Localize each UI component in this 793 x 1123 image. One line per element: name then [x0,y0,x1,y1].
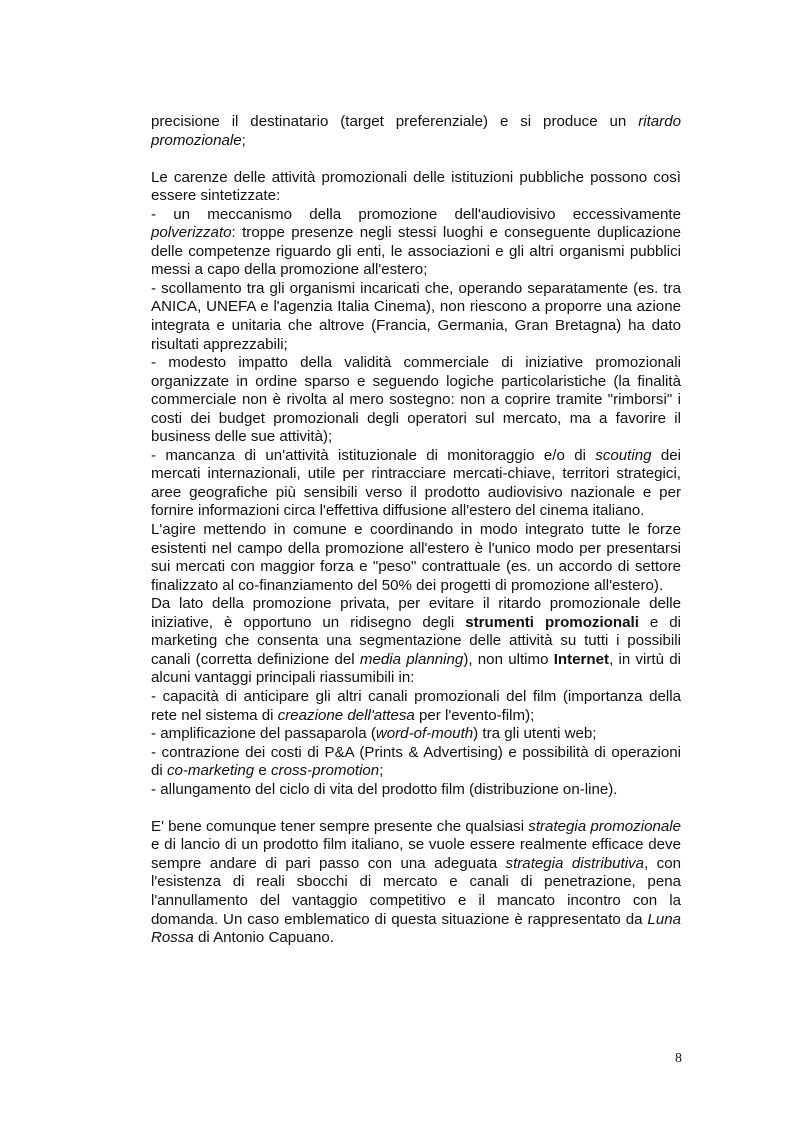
text-run: - contrazione dei costi di P&A (Prints & Advertising) e possibilità di operazioni di [151,743,681,780]
text-run: dei mercati internazionali, utile per rintracciare mercati-chiave, territori strategici, aree geografiche più sensibili verso il prodotto audiovisivo nazionale e per fornire informazioni circa l'effettiva diffusione all'estero del cinema italiano. [151,446,681,520]
bold-text: Internet [553,650,610,668]
paragraph-p4 [151,280,681,354]
paragraph-p9 [151,688,681,725]
italic-text: ritardo promozionale [151,113,681,149]
italic-text: polverizzato [151,224,232,242]
paragraph-p7 [151,521,681,595]
italic-text: co-marketing [166,762,255,780]
text-run: Da lato della promozione privata, per evitare il ritardo promozionale delle iniziative, è opportuno un ridisegno degli [151,595,681,631]
paragraph-p2 [151,169,681,206]
body-text [151,113,681,948]
italic-text: creazione dell'attesa [277,706,415,724]
text-run: - amplificazione del passaparola ( [151,725,376,743]
paragraph-p8 [151,595,681,688]
text-run: di Antonio Capuano. [193,929,334,947]
paragraph-p1 [151,113,681,150]
text-run: L'agire mettendo in comune e coordinando in modo integrato tutte le forze esistenti nel campo della promozione all'estero è l'unico modo per presentarsi sui mercati con maggior forza e "peso" contrattuale (es. un accordo di settore finalizzato al co-finanziamento del 50% dei progetti di promozione all'estero). [151,521,681,594]
text-run: ; [379,762,384,780]
paragraph-p10 [151,725,681,744]
italic-text: strategia distributiva [505,854,645,872]
text-run: , con l'esistenza di reali sbocchi di mercato e canali di penetrazione, pena l'annullamento del vantaggio competitivo e il mancato incontro con la domanda. Un caso emblematico di questa situazione è rappresentato da [151,854,681,928]
paragraph-p5 [151,354,681,447]
text-run: - capacità di anticipare gli altri canali promozionali del film (importanza della rete nel sistema di [151,687,681,724]
text-run: - modesto impatto della validità commerciale di iniziative promozionali organizzate in ordine sparso e seguendo logiche particolaristiche (la finalità commerciale non è rivolta al mero sostegno: non a coprire tramite "rimborsi" i costi dei budget promozionali degli operatori sul mercato, ma a favorire il business delle sue attività); [151,354,681,446]
text-run: precisione il destinatario (target preferenziale) e si produce un [151,113,639,130]
paragraph-p11 [151,744,681,781]
text-run: E' bene comunque tener sempre presente che qualsiasi [151,817,529,835]
text-run: : troppe presenze negli stessi luoghi e conseguente duplicazione delle competenze riguardo gli enti, le associazioni e gli altri organismi pubblici messi a capo della promozione all'estero; [151,224,681,279]
italic-text: strategia promozionale [528,817,682,835]
paragraph-p13 [151,818,681,948]
text-run: e di lancio di un prodotto film italiano, se vuole essere realmente efficace deve sempre andare di pari passo con una adeguata [151,836,681,872]
italic-text: Luna Rossa [151,910,681,947]
text-run: , in virtù di alcuni vantaggi principali riassumibili in: [151,650,681,687]
italic-text: cross-promotion [271,762,380,780]
text-run: Le carenze delle attività promozionali delle istituzioni pubbliche possono così essere sintetizzate: [151,168,681,205]
text-run: - allungamento del ciclo di vita del prodotto film (distribuzione on-line). [151,780,618,798]
text-run: ), non ultimo [463,650,554,668]
text-run: - mancanza di un'attività istituzionale di monitoraggio e/o di [151,446,596,464]
text-run: ) tra gli utenti web; [473,725,597,743]
paragraph-p12 [151,781,681,800]
italic-text: scouting [595,446,652,464]
text-run: e [254,762,271,780]
italic-text: media planning [359,650,464,668]
text-run: ; [241,131,246,149]
bold-text: strumenti promozionali [465,613,639,631]
paragraph-p3 [151,206,681,280]
text-run: e di marketing che consenta una segmentazione delle attività su tutti i possibili canali (corretta definizione del [151,613,681,668]
italic-text: word-of-mouth [375,725,474,743]
text-run: per l'evento-film); [414,706,535,724]
text-run: - un meccanismo della promozione dell'audiovisivo eccessivamente [151,205,681,223]
paragraph-p6 [151,447,681,521]
page-number: 8 [675,1051,682,1066]
text-run: - scollamento tra gli organismi incaricati che, operando separatamente (es. tra ANICA, UNEFA e l'agenzia Italia Cinema), non riescono a proporre una azione integrata e unitaria che altrove (Francia, Germania, Gran Bretagna) ha dato risultati apprezzabili; [151,279,681,353]
